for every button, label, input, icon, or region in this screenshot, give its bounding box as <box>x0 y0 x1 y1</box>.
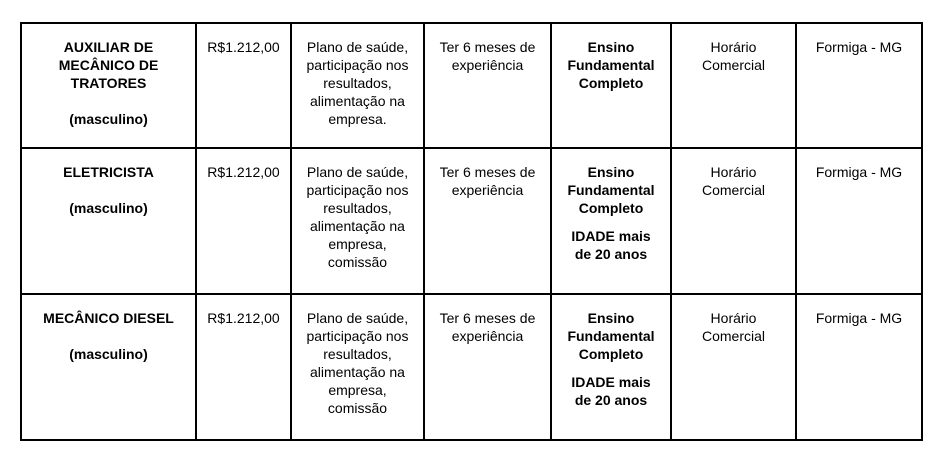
benefits-line: participação nos <box>306 182 409 198</box>
schedule-cell <box>671 148 796 294</box>
benefits-line: resultados, <box>323 75 392 91</box>
job-title-line: AUXILIAR DE <box>63 39 154 55</box>
location-value: Formiga - MG <box>815 39 903 55</box>
experience-line: experiência <box>451 57 524 73</box>
table-row <box>21 294 922 440</box>
job-title-line: MECÂNICO DE <box>58 57 159 73</box>
job-gender: (masculino) <box>69 346 148 362</box>
experience-line: Ter 6 meses de <box>439 164 536 180</box>
job-title-cell <box>21 148 196 294</box>
experience-cell <box>424 294 551 440</box>
experience-cell <box>424 23 551 148</box>
job-title-cell <box>21 294 196 440</box>
schedule-line: Comercial <box>701 57 765 73</box>
salary-cell <box>196 294 291 440</box>
age-requirement-line: IDADE mais <box>571 228 651 244</box>
benefits-line: empresa, <box>328 382 387 398</box>
benefits-line: participação nos <box>306 57 409 73</box>
schedule-line: Horário <box>710 310 757 326</box>
education-line: Ensino <box>587 310 635 326</box>
job-title-line: ELETRICISTA <box>63 164 154 180</box>
schedule-line: Comercial <box>701 182 765 198</box>
schedule-cell <box>671 23 796 148</box>
benefits-cell <box>291 23 424 148</box>
education-line: Completo <box>578 346 644 362</box>
location-value: Formiga - MG <box>815 310 903 326</box>
experience-line: experiência <box>451 328 524 344</box>
job-title-line: MECÂNICO DIESEL <box>43 310 174 326</box>
benefits-line: alimentação na <box>310 93 405 109</box>
education-cell <box>551 294 671 440</box>
education-line: Ensino <box>587 164 635 180</box>
experience-line: Ter 6 meses de <box>439 310 536 326</box>
table-row <box>21 23 922 148</box>
benefits-line: comissão <box>327 254 388 270</box>
education-line: Fundamental <box>567 57 655 73</box>
age-requirement-line: de 20 anos <box>574 392 648 408</box>
schedule-cell <box>671 294 796 440</box>
salary-cell <box>196 23 291 148</box>
experience-line: Ter 6 meses de <box>439 39 536 55</box>
schedule-line: Comercial <box>701 328 765 344</box>
benefits-cell <box>291 294 424 440</box>
job-listings-table <box>20 22 923 441</box>
education-line: Ensino <box>587 39 635 55</box>
location-cell <box>796 294 922 440</box>
benefits-line: empresa. <box>328 111 387 127</box>
benefits-line: Plano de saúde, <box>306 39 409 55</box>
education-cell <box>551 23 671 148</box>
salary-cell <box>196 148 291 294</box>
schedule-line: Horário <box>710 164 757 180</box>
benefits-line: resultados, <box>323 346 392 362</box>
education-line: Fundamental <box>567 182 655 198</box>
job-gender: (masculino) <box>69 200 148 216</box>
job-title-cell <box>21 23 196 148</box>
salary-value: R$1.212,00 <box>207 164 280 180</box>
benefits-line: alimentação na <box>310 364 405 380</box>
benefits-line: resultados, <box>323 200 392 216</box>
location-cell <box>796 148 922 294</box>
benefits-line: alimentação na <box>310 218 405 234</box>
location-value: Formiga - MG <box>815 164 903 180</box>
benefits-line: participação nos <box>306 328 409 344</box>
table-row <box>21 148 922 294</box>
salary-value: R$1.212,00 <box>207 39 280 55</box>
salary-value: R$1.212,00 <box>207 310 280 326</box>
education-line: Completo <box>578 75 644 91</box>
location-cell <box>796 23 922 148</box>
education-line: Completo <box>578 200 644 216</box>
age-requirement-line: de 20 anos <box>574 246 648 262</box>
education-line: Fundamental <box>567 328 655 344</box>
benefits-line: Plano de saúde, <box>306 310 409 326</box>
benefits-line: empresa, <box>328 236 387 252</box>
benefits-line: comissão <box>327 400 388 416</box>
experience-line: experiência <box>451 182 524 198</box>
benefits-cell <box>291 148 424 294</box>
age-requirement-line: IDADE mais <box>571 374 651 390</box>
job-title-line: TRATORES <box>70 75 147 91</box>
job-gender: (masculino) <box>69 111 148 127</box>
education-cell <box>551 148 671 294</box>
experience-cell <box>424 148 551 294</box>
schedule-line: Horário <box>710 39 757 55</box>
benefits-line: Plano de saúde, <box>306 164 409 180</box>
